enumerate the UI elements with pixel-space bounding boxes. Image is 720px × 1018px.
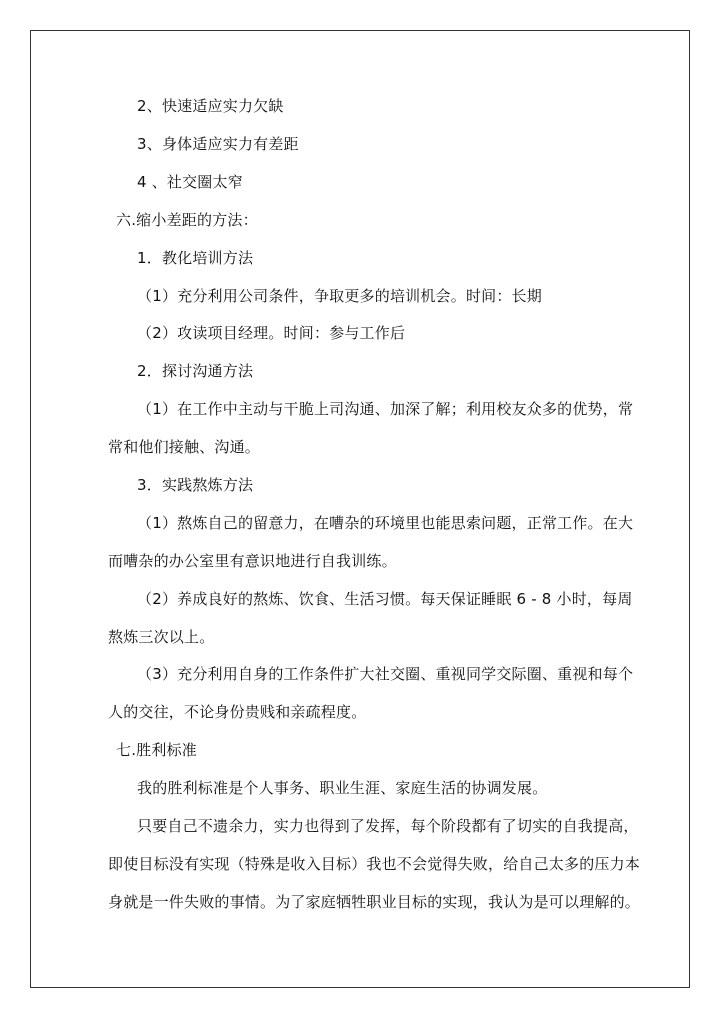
list-item-physical: 3、身体适应实力有差距: [137, 135, 299, 153]
list-item-adaptability: 2、快速适应实力欠缺: [137, 97, 284, 115]
page-frame: [30, 30, 690, 988]
paragraph-training-1: （1）充分利用公司条件，争取更多的培训机会。时间：长期: [137, 287, 542, 305]
list-item-social-circle: 4 、社交圈太窄: [137, 173, 243, 191]
paragraph-practice-1: （1）熬炼自己的留意力，在嘈杂的环境里也能思索问题，正常工作。在大: [137, 514, 634, 532]
subheading-communication: 2．探讨沟通方法: [137, 362, 254, 380]
paragraph-practice-3b: 人的交往，不论身份贵贱和亲疏程度。: [108, 703, 367, 721]
subheading-training: 1．教化培训方法: [137, 249, 254, 267]
paragraph-practice-2b: 熬炼三次以上。: [108, 628, 215, 646]
subheading-practice: 3．实践熬炼方法: [137, 476, 254, 494]
paragraph-practice-1b: 而嘈杂的办公室里有意识地进行自我训练。: [108, 552, 397, 570]
paragraph-practice-3: （3）充分利用自身的工作条件扩大社交圈、重视同学交际圈、重视和每个: [137, 665, 634, 683]
paragraph-communication-1b: 常和他们接触、沟通。: [108, 438, 261, 456]
paragraph-success-1: 只要自己不遗余力，实力也得到了发挥，每个阶段都有了切实的自我提高，: [137, 817, 639, 835]
paragraph-success-1b: 即使目标没有实现（特殊是收入目标）我也不会觉得失败，给自己太多的压力本: [108, 855, 641, 873]
section-heading-seven: 七.胜利标准: [116, 741, 197, 759]
paragraph-training-2: （2）攻读项目经理。时间：参与工作后: [137, 324, 406, 342]
section-heading-six: 六.缩小差距的方法：: [116, 211, 258, 229]
paragraph-communication-1: （1）在工作中主动与干脆上司沟通、加深了解；利用校友众多的优势，常: [137, 400, 634, 418]
paragraph-success-1c: 身就是一件失败的事情。为了家庭牺牲职业目标的实现，我认为是可以理解的。: [108, 893, 641, 911]
paragraph-success-standard: 我的胜利标准是个人事务、职业生涯、家庭生活的协调发展。: [137, 779, 548, 797]
paragraph-practice-2: （2）养成良好的熬炼、饮食、生活习惯。每天保证睡眠 6 - 8 小时，每周: [137, 590, 633, 608]
